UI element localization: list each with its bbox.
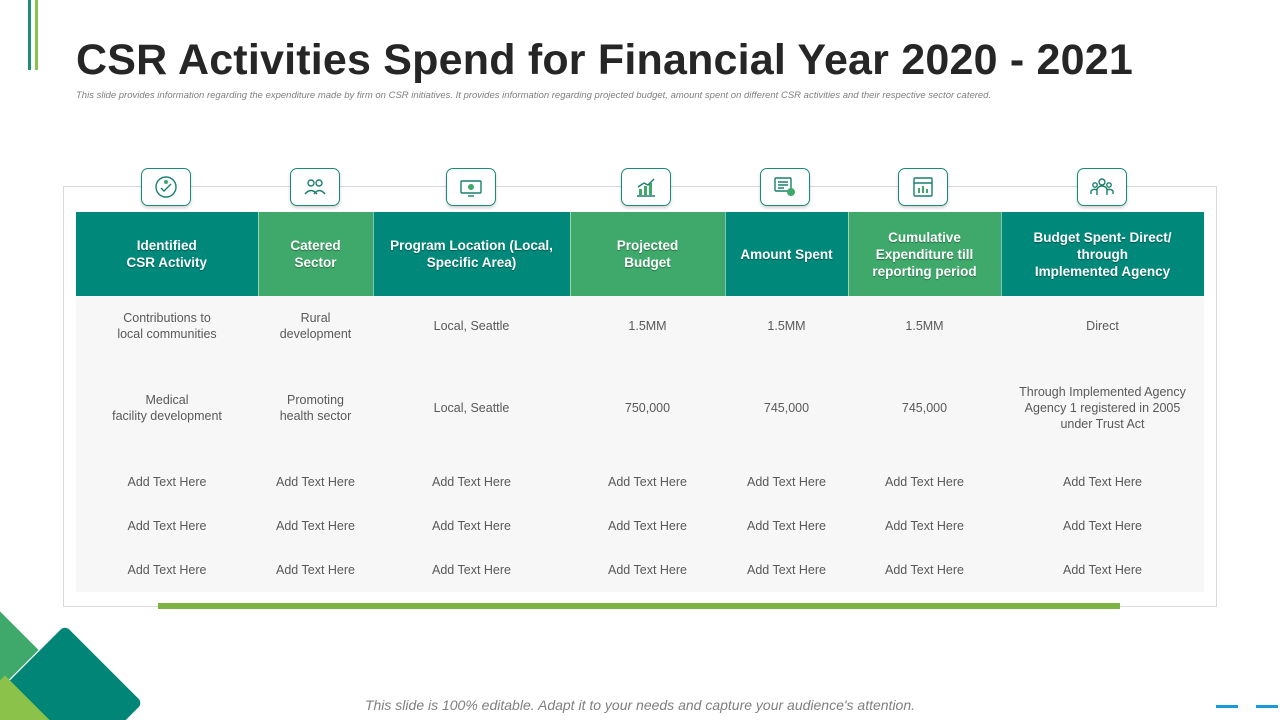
header-budget-spent-agency: Budget Spent- Direct/ through Implemented Agency bbox=[1001, 212, 1204, 296]
table-cell: Promoting health sector bbox=[258, 356, 373, 460]
table-cell: Add Text Here bbox=[373, 504, 570, 547]
expenditure-report-icon bbox=[898, 168, 948, 206]
table-cell: Medical facility development bbox=[76, 356, 258, 460]
table-cell: Add Text Here bbox=[725, 460, 848, 504]
table-cell: Add Text Here bbox=[76, 547, 258, 592]
table-cell: 1.5MM bbox=[570, 296, 725, 356]
table-cell: 745,000 bbox=[848, 356, 1001, 460]
slide-indicator-dash bbox=[1216, 705, 1238, 708]
table-cell: Rural development bbox=[258, 296, 373, 356]
csr-spend-table bbox=[76, 212, 1205, 592]
header-projected-budget: Projected Budget bbox=[570, 212, 725, 296]
table-cell: Add Text Here bbox=[848, 547, 1001, 592]
table-cell: Add Text Here bbox=[1001, 504, 1204, 547]
bottom-accent-bar bbox=[158, 603, 1120, 609]
slide-subtitle: This slide provides information regarding the expenditure made by firm on CSR initiatives. It provides information regarding projected budget, amount spent on different CSR activities and their respective sector catered. bbox=[76, 90, 992, 101]
table-cell: 1.5MM bbox=[848, 296, 1001, 356]
table-row bbox=[76, 547, 1204, 592]
table-cell: Contributions to local communities bbox=[76, 296, 258, 356]
table-cell: Add Text Here bbox=[258, 460, 373, 504]
agency-team-icon bbox=[1077, 168, 1127, 206]
slide-title: CSR Activities Spend for Financial Year 2020 - 2021 bbox=[76, 36, 1133, 84]
hands-heart-icon bbox=[141, 168, 191, 206]
table-cell: Add Text Here bbox=[725, 547, 848, 592]
table-cell: Add Text Here bbox=[76, 460, 258, 504]
table-cell: Add Text Here bbox=[725, 504, 848, 547]
table-cell: Add Text Here bbox=[570, 460, 725, 504]
table-cell: Add Text Here bbox=[848, 504, 1001, 547]
header-catered-sector: Catered Sector bbox=[258, 212, 373, 296]
header-cumulative-expenditure: Cumulative Expenditure till reporting period bbox=[848, 212, 1001, 296]
table-row bbox=[76, 504, 1204, 547]
header-identified-csr-activity: Identified CSR Activity bbox=[76, 212, 258, 296]
table-cell: Add Text Here bbox=[1001, 460, 1204, 504]
location-screen-icon bbox=[446, 168, 496, 206]
table-cell: Local, Seattle bbox=[373, 356, 570, 460]
table-cell: Local, Seattle bbox=[373, 296, 570, 356]
table-cell: Add Text Here bbox=[258, 504, 373, 547]
table-cell: 750,000 bbox=[570, 356, 725, 460]
table-cell: Add Text Here bbox=[570, 504, 725, 547]
slide-footer-note: This slide is 100% editable. Adapt it to your needs and capture your audience's attention. bbox=[364, 697, 916, 713]
table-cell: Add Text Here bbox=[373, 547, 570, 592]
table-cell: 745,000 bbox=[725, 356, 848, 460]
table-cell: Add Text Here bbox=[848, 460, 1001, 504]
table-cell: Through Implemented Agency Agency 1 registered in 2005 under Trust Act bbox=[1001, 356, 1204, 460]
table-cell: Direct bbox=[1001, 296, 1204, 356]
table-row bbox=[76, 356, 1204, 460]
table-row bbox=[76, 460, 1204, 504]
table-cell: Add Text Here bbox=[570, 547, 725, 592]
table-cell: Add Text Here bbox=[76, 504, 258, 547]
people-icon bbox=[290, 168, 340, 206]
header-amount-spent: Amount Spent bbox=[725, 212, 848, 296]
table-cell: Add Text Here bbox=[1001, 547, 1204, 592]
table-cell: 1.5MM bbox=[725, 296, 848, 356]
table-row bbox=[76, 296, 1204, 356]
growth-chart-icon bbox=[621, 168, 671, 206]
accent-bar-green bbox=[35, 0, 38, 70]
header-program-location: Program Location (Local, Specific Area) bbox=[373, 212, 570, 296]
slide-indicator-dash bbox=[1256, 705, 1278, 708]
table-cell: Add Text Here bbox=[373, 460, 570, 504]
table-cell: Add Text Here bbox=[258, 547, 373, 592]
accent-bar-teal bbox=[28, 0, 31, 70]
spending-dashboard-icon bbox=[760, 168, 810, 206]
table-header-row bbox=[76, 212, 1204, 296]
